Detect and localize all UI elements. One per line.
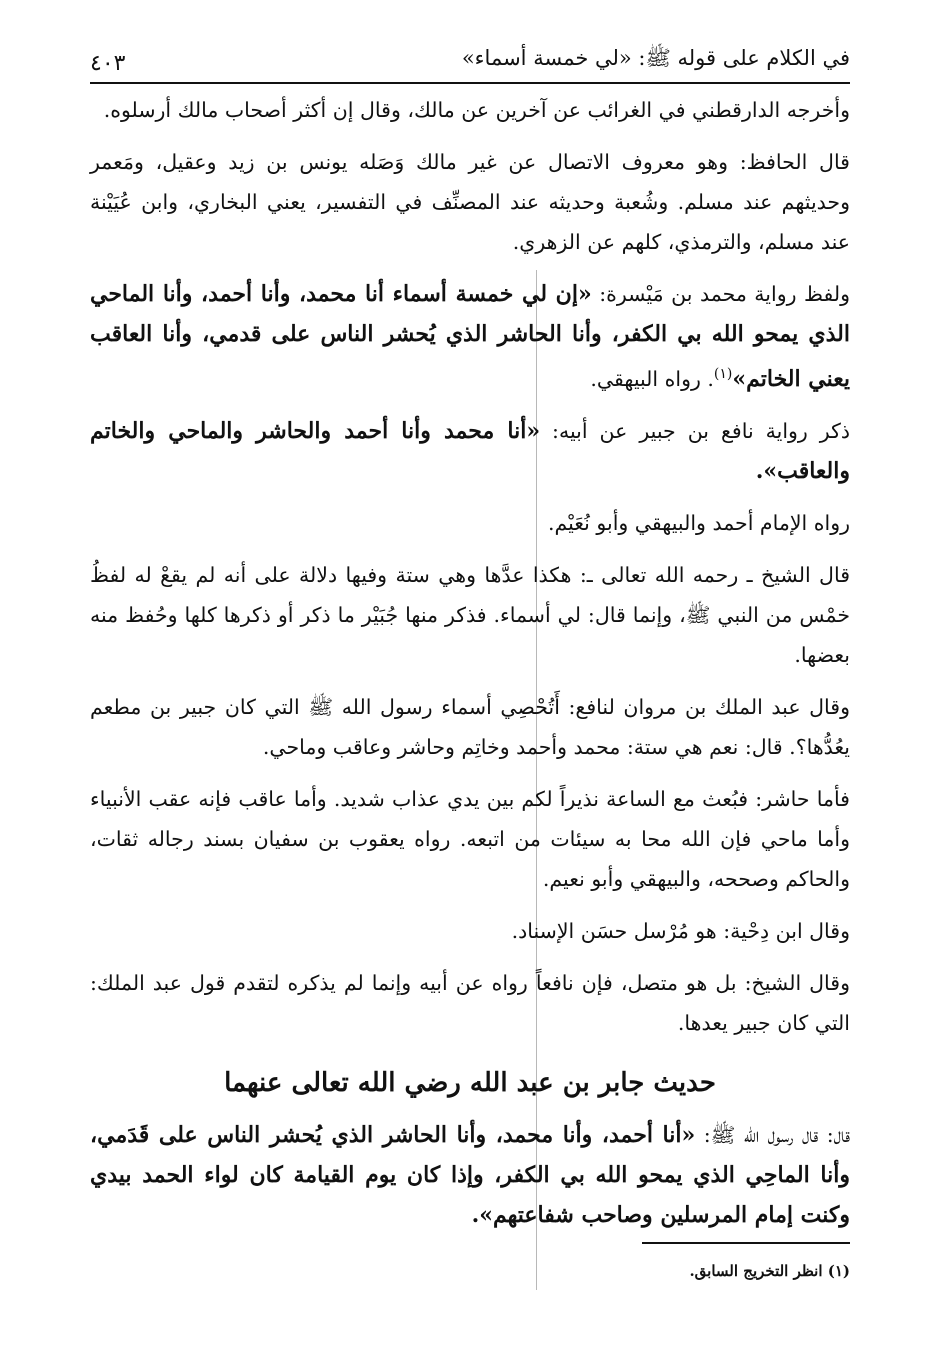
paragraph: وأخرجه الدارقطني في الغرائب عن آخرين عن مالك، وقال إن أكثر أصحاب مالك أرسلوه. [103, 98, 850, 122]
main-text [90, 90, 850, 1247]
hadith-quote: «أنا أحمد، وأنا محمد، وأنا الحاشر الذي يُحشر الناس على قَدَمي، وأنا الماحِي الذي يمحو الله بي الكفر، وإذا كان يوم القيامة كان لواء الحمد بيدي وكنت إمام المرسلين وصاحب شفاعتهم». [90, 1121, 850, 1228]
paragraph: فأما حاشر: فبُعث مع الساعة نذيراً لكم بين يدي عذاب شديد. وأما عاقب فإنه عقب الأنبياء وأما ماحي فإن الله محا به سيئات من اتبعه. رواه يعقوب بن سفيان بسند رجاله ثقات، والحاكم وصححه، والبيهقي وأبو نعيم. [90, 786, 850, 891]
paragraph: قال الحافظ: وهو معروف الاتصال عن غير مالك وَصَله يونس بن زيد وعقيل، ومَعمر وحديثهم عند مسلم. وشُعبة وحديثه عند المصنِّف في التفسير، يعني البخاري، وابن عُيَيْنة عند مسلم، والترمذي، كلهم عن الزهري. [90, 150, 850, 254]
paragraph: وقال الشيخ: بل هو متصل، فإن نافعاً رواه عن أبيه وإنما لم يذكره لتقدم قول عبد الملك: التي كان جبير يعدها. [90, 970, 850, 1035]
section-heading: حديث جابر بن عبد الله رضي الله تعالى عنهما [224, 1067, 716, 1098]
paragraph [90, 411, 850, 491]
footnote: (١) انظر التخريج السابق. [689, 1262, 850, 1280]
paragraph: وقال ابن دِحْية: هو مُرْسل حسَن الإسناد. [511, 918, 850, 943]
page-number: ٤٠٣ [90, 51, 126, 76]
footnote-ref: (١) [713, 366, 733, 382]
paragraph-lead: ولفظ رواية محمد بن مَيْسرة: [591, 282, 850, 306]
paragraph [90, 274, 850, 399]
footnote-divider [642, 1242, 850, 1244]
hadith-quote: «أنا محمد وأنا أحمد والحاشر والماحي والخاتم والعاقب». [90, 417, 850, 484]
paragraph-lead: ذكر رواية نافع بن جبير عن أبيه: [540, 418, 851, 443]
paragraph-tail: . رواه البيهقي. [590, 366, 714, 391]
header-title: في الكلام على قوله ﷺ: «لي خمسة أسماء» [461, 46, 850, 70]
paragraph [90, 1115, 850, 1235]
hadith-quote: «إن لي خمسة أسماء أنا محمد، وأنا أحمد، وأنا الماحي الذي يمحو الله بي الكفر، وأنا الحاشر الذي يُحشر الناس على قدمي، وأنا العاقب يعني الخاتم» [90, 281, 850, 392]
paragraph: قال الشيخ ـ رحمه الله تعالى ـ: هكذا عدَّها وهي ستة وفيها دلالة على أنه لم يقعْ له لفظُ خمْس من النبي ﷺ، وإنما قال: لي أسماء. فذكر منها جُبَيْر ما ذكر أو ذكرها كلها وحُفظ منه بعضها. [90, 562, 850, 667]
running-header [90, 36, 850, 84]
paragraph-lead: قال: قال رسول الله ﷺ: [695, 1122, 850, 1147]
paragraph: وقال عبد الملك بن مروان لنافع: أَتُحْصِي أسماء رسول الله ﷺ التي كان جبير بن مطعم يعُدُّها؟. قال: نعم هي ستة: محمد وأحمد وخاتِم وحاشر وعاقب وماحي. [90, 694, 850, 759]
paragraph: رواه الإمام أحمد والبيهقي وأبو نُعَيْم. [547, 510, 850, 535]
